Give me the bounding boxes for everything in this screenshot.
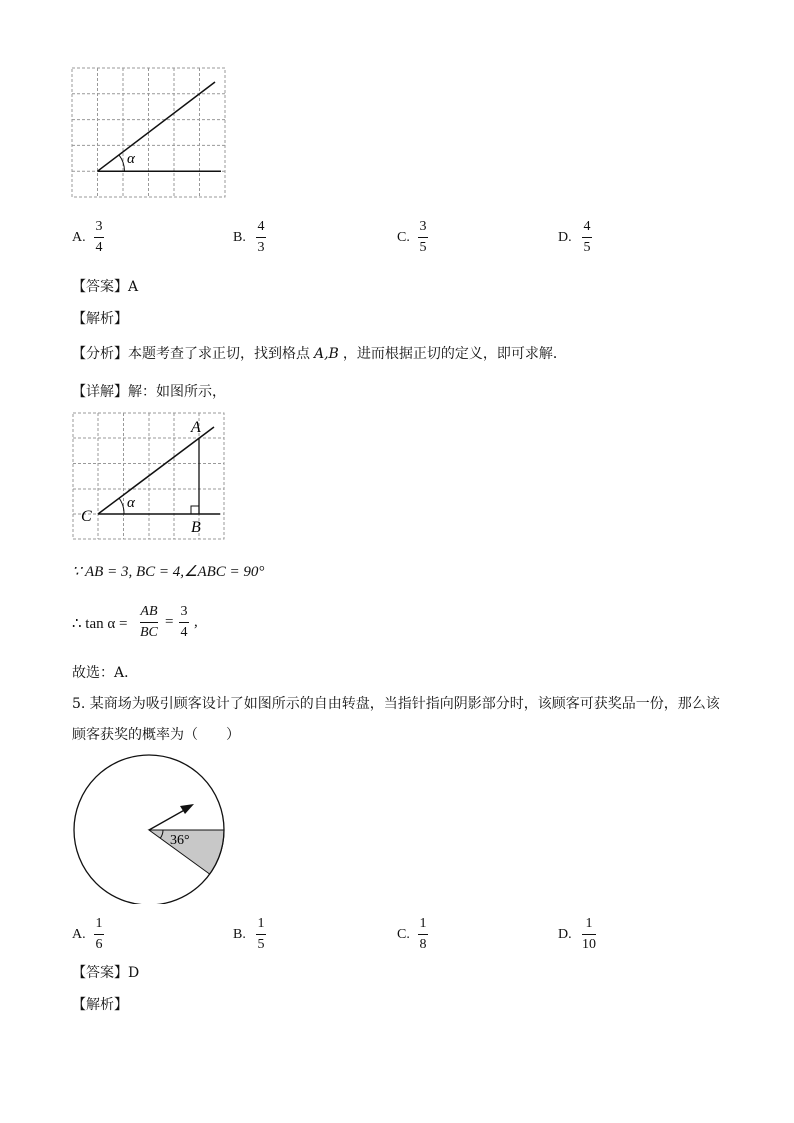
detail-text: 解：如图所示， (128, 384, 226, 400)
q5-analysis-tag: 【解析】 (72, 997, 128, 1013)
conclusion: 故选：A． (72, 665, 139, 681)
answer-tag: 【答案】 (72, 279, 128, 295)
q5-answer-value: D (128, 965, 140, 981)
q5-answer-tag: 【答案】 (72, 965, 128, 981)
detail-tag: 【详解】 (72, 384, 128, 400)
option-d-fraction: 4 5 (583, 219, 591, 255)
therefore-line (72, 603, 292, 643)
q5-option-d-fraction: 1 10 (582, 916, 596, 952)
fenxi-points: A,B (314, 346, 339, 362)
spinner-figure (70, 752, 230, 904)
answer-value: A (128, 279, 139, 295)
q5-option-c-label: C. (397, 927, 410, 942)
q5-option-a-fraction: 1 6 (95, 916, 103, 952)
therefore-prefix: ∴ tan α = (72, 616, 128, 632)
frac-3-4: 3 4 (180, 604, 188, 640)
option-d-label: D. (558, 230, 572, 245)
option-a-label: A. (72, 230, 86, 245)
because-line: ∵ AB = 3, BC = 4,∠ABC = 90° (72, 564, 265, 580)
q5-option-b-fraction: 1 5 (257, 916, 265, 952)
q5-answer (72, 962, 139, 982)
option-b-fraction: 4 3 (257, 219, 265, 255)
q4-answer (72, 276, 138, 296)
q5-line-2: 顾客获奖的概率为（ ） (72, 727, 240, 743)
fenxi-text-2: ，进而根据正切的定义，即可求解． (342, 346, 567, 362)
q4-analysis-tag: 【解析】 (72, 311, 128, 327)
q5-option-a-label: A. (72, 927, 86, 942)
q4-fenxi (72, 343, 567, 363)
point-b-label: B (191, 519, 201, 536)
option-c-fraction: 3 5 (419, 219, 427, 255)
option-b-label: B. (233, 230, 246, 245)
point-c-label: C (81, 508, 92, 525)
therefore-suffix: , (194, 614, 198, 630)
option-a-fraction: 3 4 (95, 219, 103, 255)
option-c-label: C. (397, 230, 410, 245)
fenxi-text-1: 本题考查了求正切，找到格点 (128, 346, 310, 362)
alpha-label-2: α (127, 495, 135, 511)
q5-option-d-label: D. (558, 927, 572, 942)
q5-option-b-label: B. (233, 927, 246, 942)
q5-line-1: 5. 某商场为吸引顾客设计了如图所示的自由转盘，当指针指向阴影部分时，该顾客可获奖品一份，那么该 (72, 696, 720, 712)
angle-36-label: 36° (170, 833, 190, 848)
triangle-grid-figure (70, 410, 230, 542)
fenxi-tag: 【分析】 (72, 346, 128, 362)
point-a-label: A (191, 419, 201, 436)
q5-option-c-fraction: 1 8 (419, 916, 427, 952)
therefore-equals: = (165, 614, 174, 630)
frac-ab-bc: AB BC (140, 604, 158, 640)
q4-detail (72, 381, 226, 401)
angle-grid-figure (70, 66, 230, 200)
alpha-label: α (127, 151, 135, 167)
